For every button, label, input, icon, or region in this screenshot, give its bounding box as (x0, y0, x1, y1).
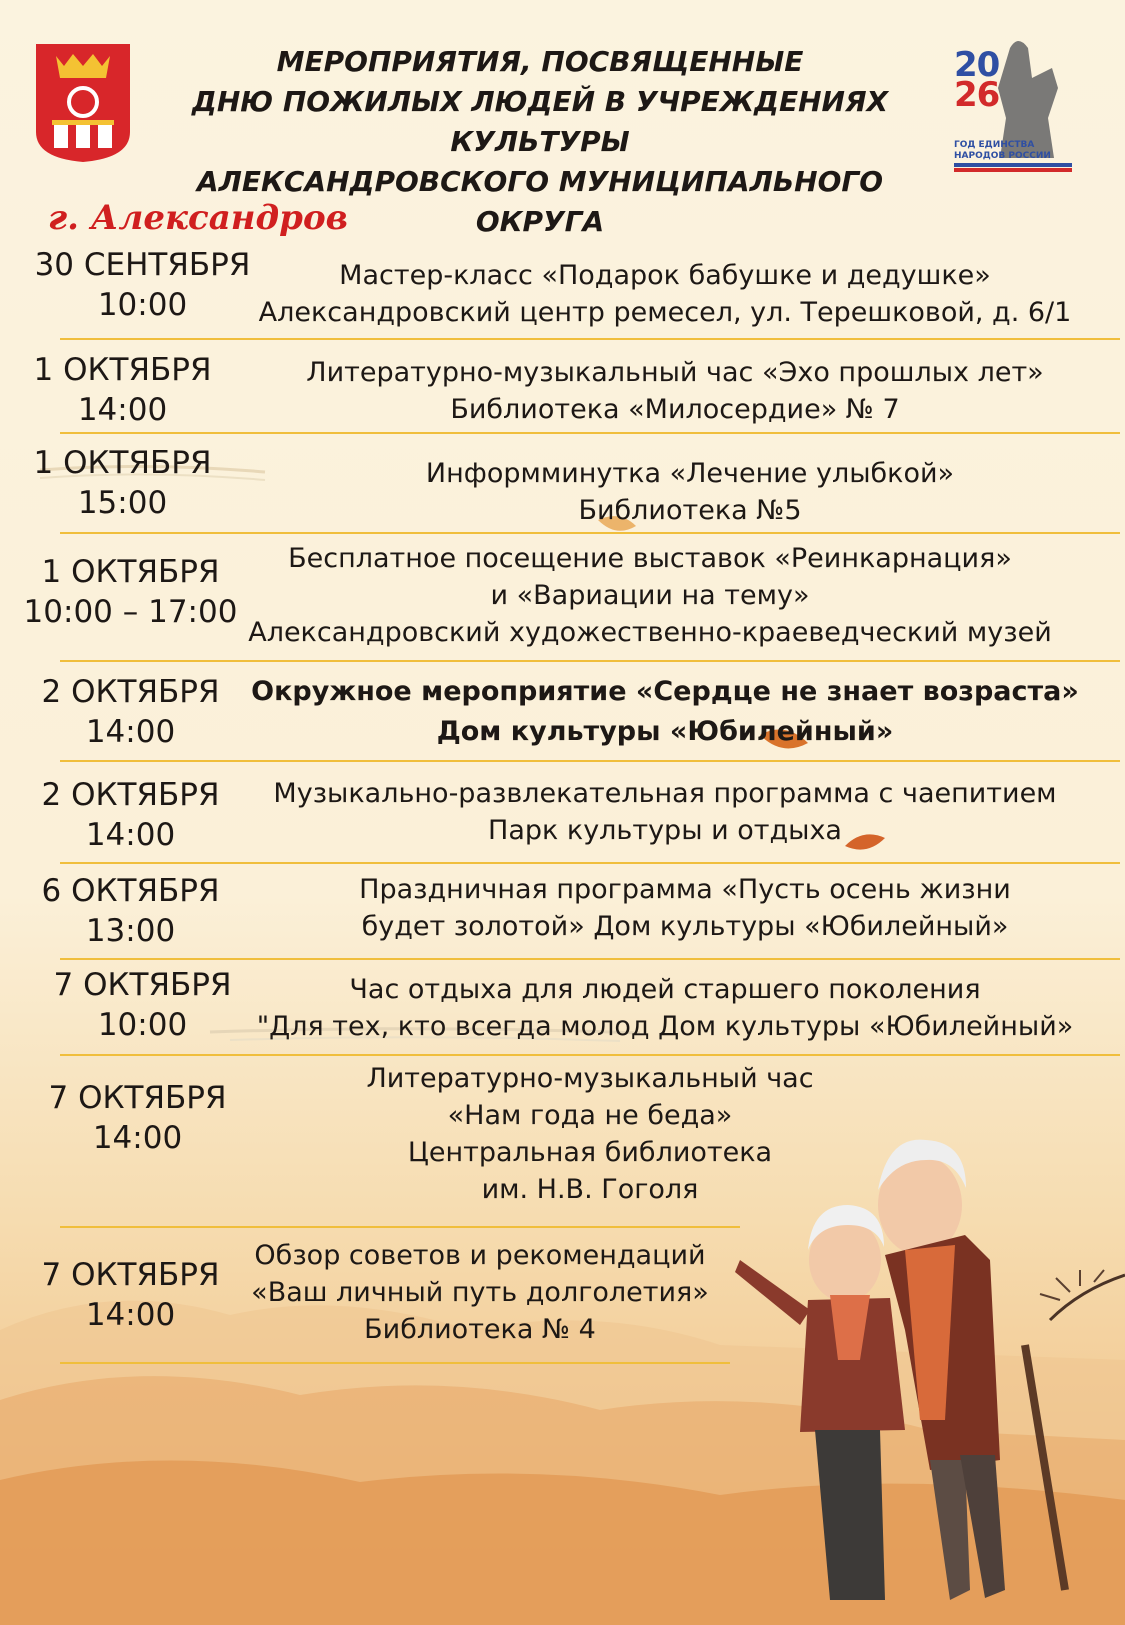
event-date: 30 СЕНТЯБРЯ (34, 247, 251, 283)
event-title: Час отдыха для людей старшего поколения (349, 974, 981, 1005)
event-time: 14:00 (85, 714, 176, 750)
event-title: и «Вариации на тему» (490, 580, 810, 611)
event-venue: Парк культуры и отдыха (488, 815, 842, 846)
event-venue: Александровский художественно-краеведческий музей (248, 617, 1052, 648)
event-date: 1 ОКТЯБРЯ (41, 554, 220, 590)
event-venue: им. Н.В. Гоголя (481, 1174, 699, 1205)
event-venue: Центральная библиотека (407, 1137, 773, 1168)
divider (60, 760, 1120, 762)
event-title: Литературно-музыкальный час «Эхо прошлых лет» (306, 357, 1044, 388)
divider (60, 432, 1120, 434)
event-title: Бесплатное посещение выставок «Реинкарнация» (288, 543, 1012, 574)
event-venue: Библиотека № 4 (364, 1314, 596, 1345)
event-time: 14:00 (85, 817, 176, 853)
event-title: Музыкально-развлекательная программа с чаепитием (273, 778, 1057, 809)
year-top-digits: 20 (954, 45, 1000, 85)
event-title: Окружное мероприятие «Сердце не знает возраста» (251, 676, 1079, 707)
event-title: Литературно-музыкальный час (366, 1063, 814, 1094)
event-title: Информминутка «Лечение улыбкой» (425, 458, 955, 489)
title-line: МЕРОПРИЯТИЯ, ПОСВЯЩЕННЫЕ (276, 45, 804, 78)
divider (60, 1054, 1120, 1056)
title-line: ДНЮ ПОЖИЛЫХ ЛЮДЕЙ В УЧРЕЖДЕНИЯХ КУЛЬТУРЫ (191, 85, 889, 158)
event-venue: Библиотека «Милосердие» № 7 (450, 394, 900, 425)
event-time: 14:00 (85, 1297, 176, 1333)
event-time: 14:00 (92, 1120, 183, 1156)
event-date: 1 ОКТЯБРЯ (33, 445, 212, 481)
event-title: будет золотой» Дом культуры «Юбилейный» (361, 911, 1009, 942)
event-date: 2 ОКТЯБРЯ (41, 777, 220, 813)
divider (60, 862, 1120, 864)
city-heading: г. Александров (48, 198, 348, 238)
coat-of-arms-icon (34, 42, 132, 164)
event-time: 10:00 – 17:00 (23, 594, 238, 630)
divider (60, 1362, 730, 1364)
event-title: Обзор советов и рекомендаций (254, 1240, 706, 1271)
event-time: 15:00 (77, 485, 168, 521)
event-time: 10:00 (97, 1007, 188, 1043)
event-time: 13:00 (85, 913, 176, 949)
event-time: 10:00 (97, 287, 188, 323)
event-date: 1 ОКТЯБРЯ (33, 352, 212, 388)
divider (60, 660, 1120, 662)
event-date: 7 ОКТЯБРЯ (41, 1257, 220, 1293)
year-of-unity-logo (950, 28, 1090, 173)
event-venue: Дом культуры «Юбилейный» (436, 716, 894, 747)
divider (60, 338, 1120, 340)
event-date: 2 ОКТЯБРЯ (41, 674, 220, 710)
title-line: АЛЕКСАНДРОВСКОГО МУНИЦИПАЛЬНОГО ОКРУГА (196, 165, 884, 238)
divider (60, 532, 1120, 534)
event-title: Праздничная программа «Пусть осень жизни (359, 874, 1011, 905)
logo-caption: ГОД ЕДИНСТВА НАРОДОВ РОССИИ (954, 140, 1051, 161)
event-title: Мастер-класс «Подарок бабушке и дедушке» (339, 260, 991, 291)
event-time: 14:00 (77, 392, 168, 428)
event-venue: Библиотека №5 (578, 495, 802, 526)
year-bottom-digits: 26 (954, 75, 1000, 115)
divider (60, 958, 1120, 960)
divider (60, 1226, 740, 1228)
event-date: 6 ОКТЯБРЯ (41, 873, 220, 909)
event-title: «Нам года не беда» (447, 1100, 733, 1131)
event-venue: Александровский центр ремесел, ул. Терешковой, д. 6/1 (258, 297, 1072, 328)
event-title: «Ваш личный путь долголетия» (251, 1277, 709, 1308)
event-venue: "Для тех, кто всегда молод Дом культуры «Юбилейный» (256, 1011, 1074, 1042)
event-date: 7 ОКТЯБРЯ (48, 1080, 227, 1116)
event-date: 7 ОКТЯБРЯ (53, 967, 232, 1003)
